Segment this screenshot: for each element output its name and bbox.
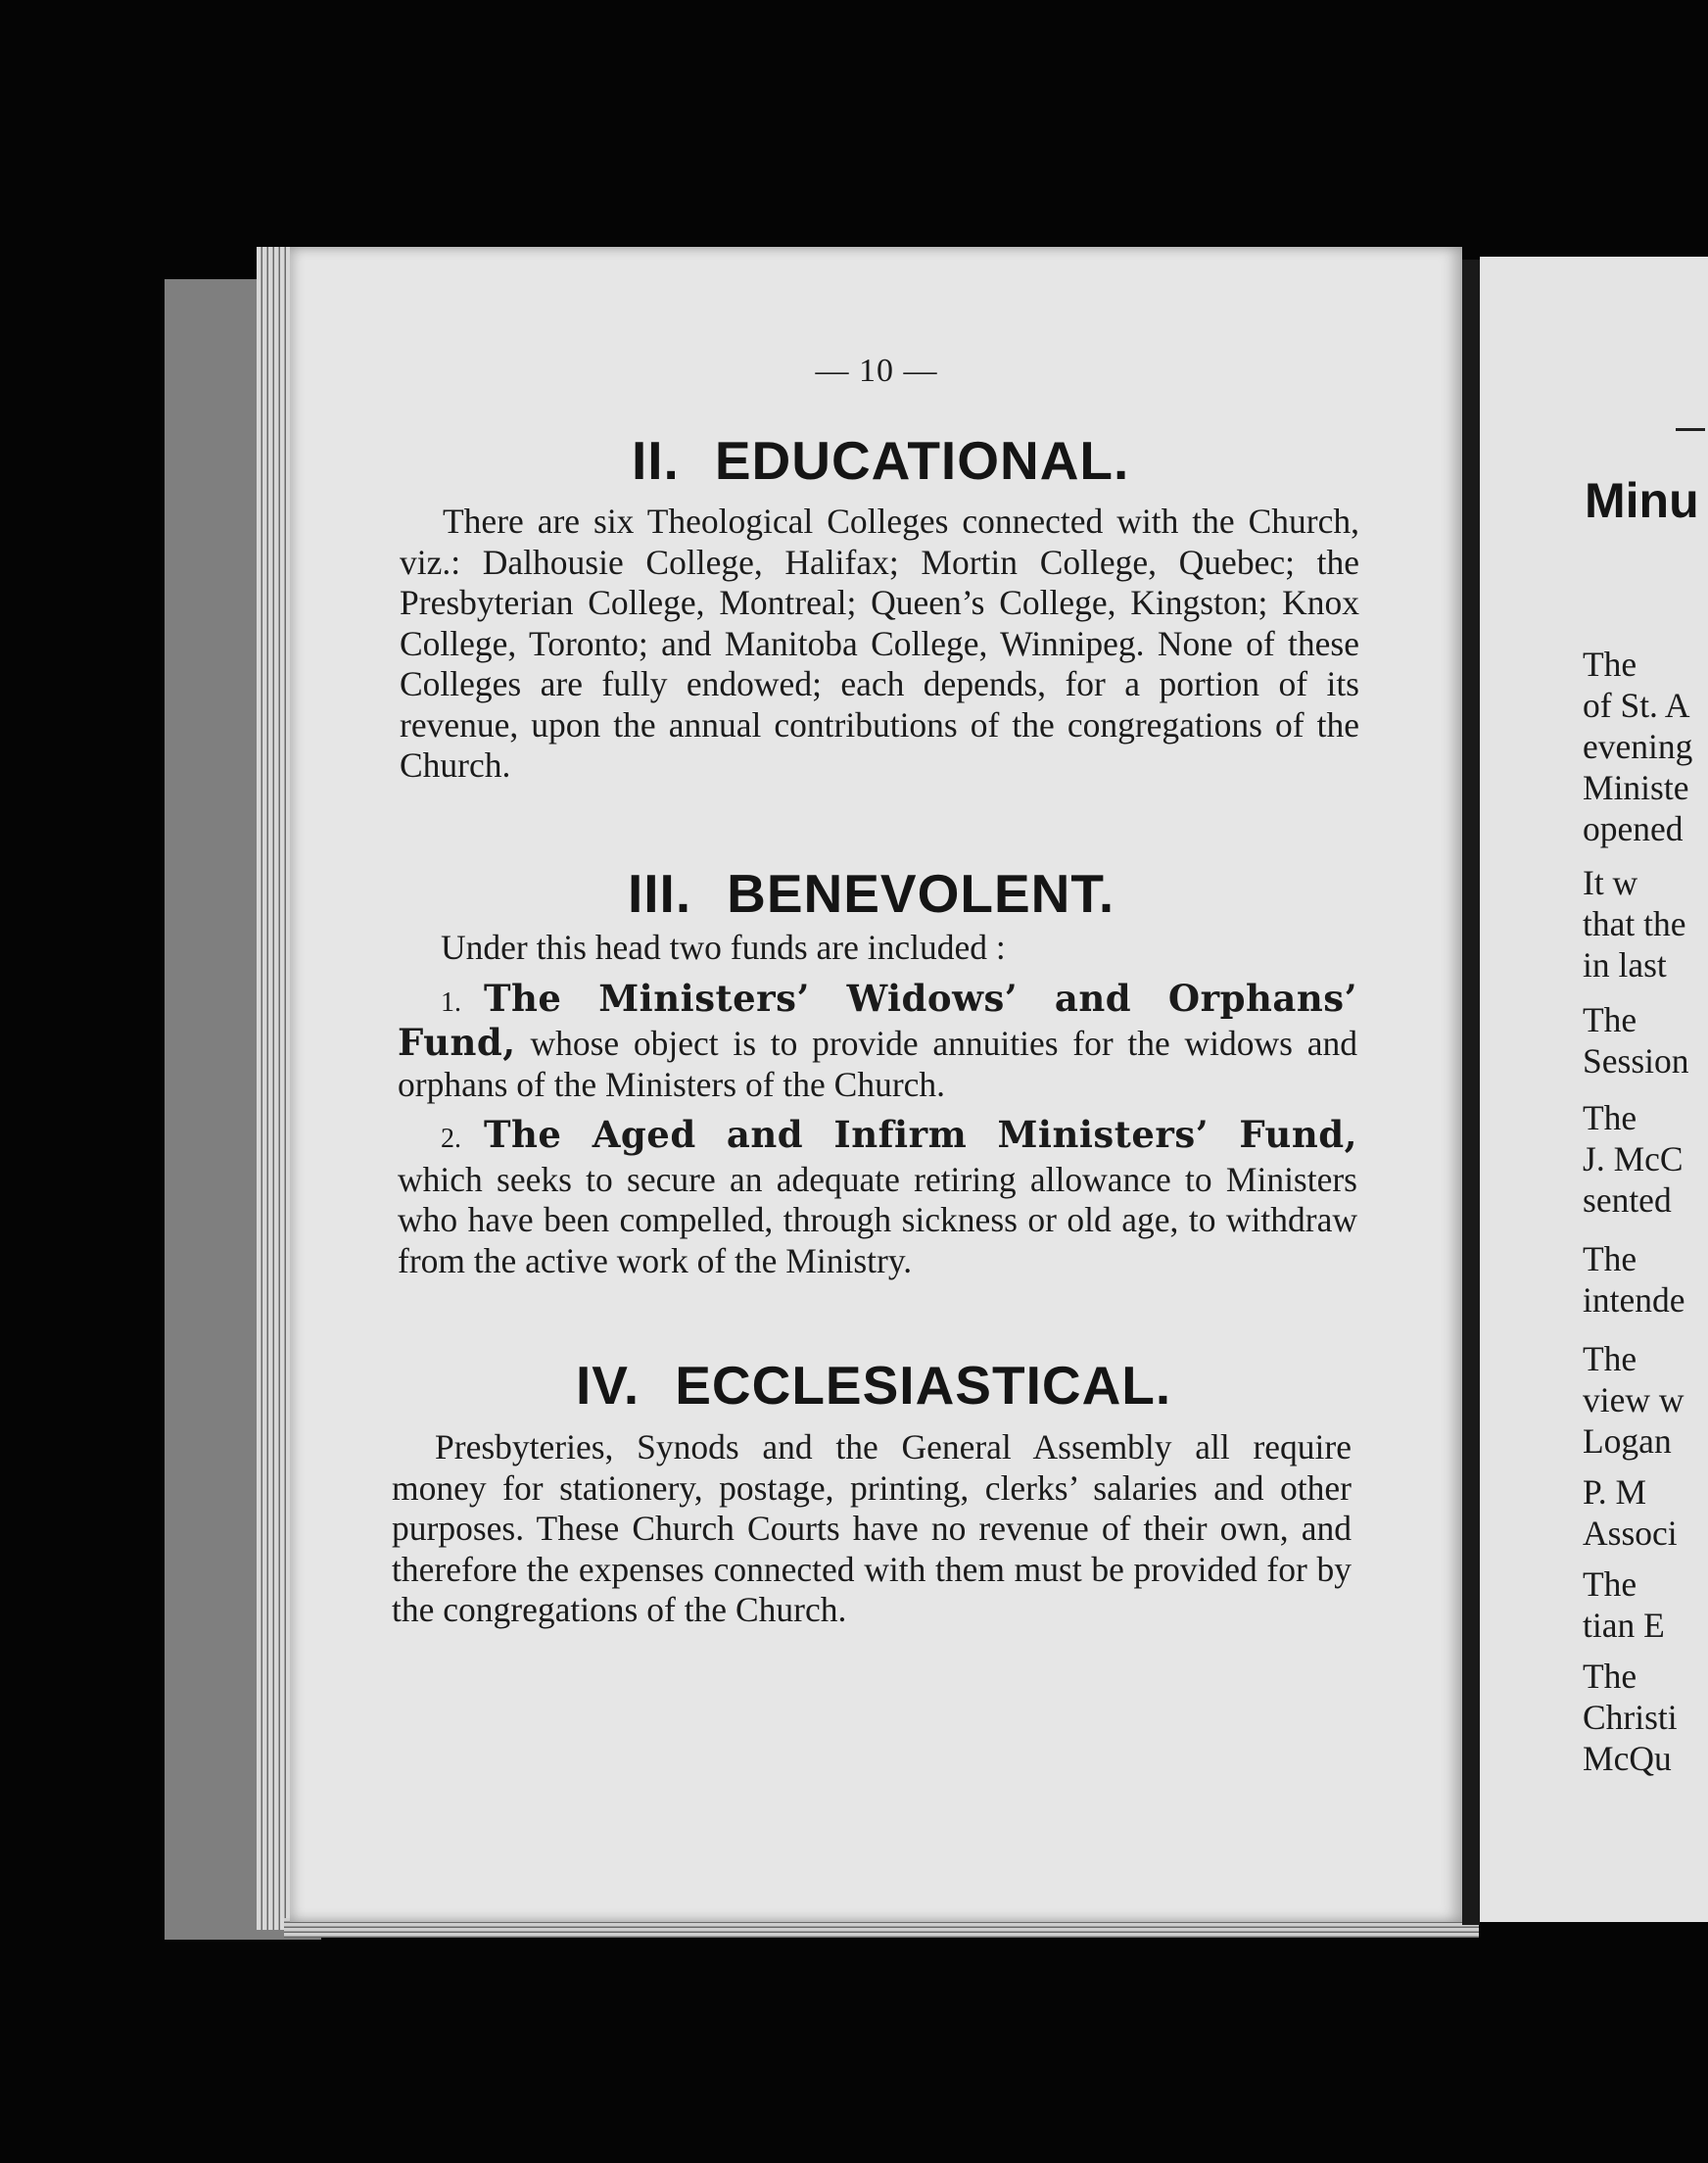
right-line: sented bbox=[1583, 1180, 1672, 1220]
right-line: Associ bbox=[1583, 1514, 1678, 1553]
right-line: McQu bbox=[1583, 1739, 1672, 1778]
right-line: It w bbox=[1583, 863, 1638, 902]
right-line: that the bbox=[1583, 904, 1686, 943]
fund-item-aged-infirm bbox=[398, 1115, 1357, 1281]
right-line: view w bbox=[1583, 1380, 1684, 1419]
fund-number: 1. bbox=[441, 986, 461, 1018]
right-line: evening bbox=[1583, 727, 1693, 766]
right-line: The bbox=[1583, 1339, 1637, 1378]
right-line: The bbox=[1583, 645, 1637, 684]
ecclesiastical-heading bbox=[576, 1354, 1171, 1417]
ecclesiastical-section bbox=[392, 1427, 1352, 1631]
fund-description: whose object is to provide annuities for the widows and orphans of the Ministers of the Church. bbox=[398, 1024, 1357, 1104]
benevolent-intro: Under this head two funds are included : bbox=[441, 928, 1006, 967]
educational-section bbox=[400, 502, 1359, 787]
right-line: Session bbox=[1583, 1041, 1689, 1081]
ecclesiastical-title: ECCLESIASTICAL. bbox=[675, 1355, 1172, 1416]
educational-title: EDUCATIONAL. bbox=[714, 430, 1130, 491]
right-line: tian E bbox=[1583, 1606, 1665, 1645]
benevolent-heading bbox=[628, 862, 1115, 925]
page-number: — 10 — bbox=[815, 353, 938, 389]
right-line: The bbox=[1583, 1564, 1637, 1604]
educational-numeral: II. bbox=[632, 430, 680, 491]
right-line: opened bbox=[1583, 809, 1684, 848]
right-line: The bbox=[1583, 1000, 1637, 1039]
right-line: Logan bbox=[1583, 1421, 1672, 1461]
right-line: The bbox=[1583, 1098, 1637, 1137]
right-page-heading: Minu bbox=[1585, 473, 1699, 528]
ecclesiastical-numeral: IV. bbox=[576, 1355, 640, 1416]
benevolent-title: BENEVOLENT. bbox=[727, 863, 1115, 924]
right-line: intende bbox=[1583, 1280, 1685, 1320]
right-line: of St. A bbox=[1583, 686, 1690, 725]
benevolent-section bbox=[398, 928, 1357, 1281]
book-gutter bbox=[1462, 260, 1480, 1925]
benevolent-numeral: III. bbox=[628, 863, 692, 924]
fund-description: which seeks to secure an adequate retiring allowance to Ministers who have been compelled, through sickness or old age, to withdraw from the active work of the Ministry. bbox=[398, 1159, 1357, 1280]
right-line: The bbox=[1583, 1239, 1637, 1278]
right-page bbox=[1480, 257, 1708, 1922]
educational-heading bbox=[632, 429, 1129, 492]
fund-title: The Aged and Infirm Ministers’ Fund, bbox=[484, 1113, 1357, 1156]
educational-paragraph: There are six Theological Colleges connected with the Church, viz.: Dalhousie College, Halifax; Mortin College, Quebec; the Presbyterian College, Montreal; Queen’s College, Kingston; Knox College, Toronto; and Manitoba College, Winnipeg. None of these Colleges are fully endowed; each depends, for a portion of its revenue, upon the annual contributions of the congregations of the Church. bbox=[400, 502, 1359, 785]
page-stack-edge bbox=[257, 247, 292, 1930]
fund-title: The Ministers’ Widows’ and Orphans’ Fund, bbox=[398, 976, 1357, 1064]
fund-item-widows-orphans bbox=[398, 976, 1357, 1106]
ecclesiastical-paragraph: Presbyteries, Synods and the General Assembly all require money for stationery, postage, printing, clerks’ salaries and other purposes. These Church Courts have no revenue of their own, and therefore the expenses connected with them must be provided for by the congregations of the Church. bbox=[392, 1427, 1352, 1629]
right-page-number-dash bbox=[1676, 428, 1705, 431]
right-line: J. McC bbox=[1583, 1139, 1684, 1178]
right-line: Christi bbox=[1583, 1698, 1678, 1737]
right-line: Ministe bbox=[1583, 768, 1689, 807]
fund-number: 2. bbox=[441, 1124, 461, 1154]
right-line: P. M bbox=[1583, 1472, 1647, 1512]
right-line: in last bbox=[1583, 945, 1667, 985]
right-line: The bbox=[1583, 1657, 1637, 1696]
